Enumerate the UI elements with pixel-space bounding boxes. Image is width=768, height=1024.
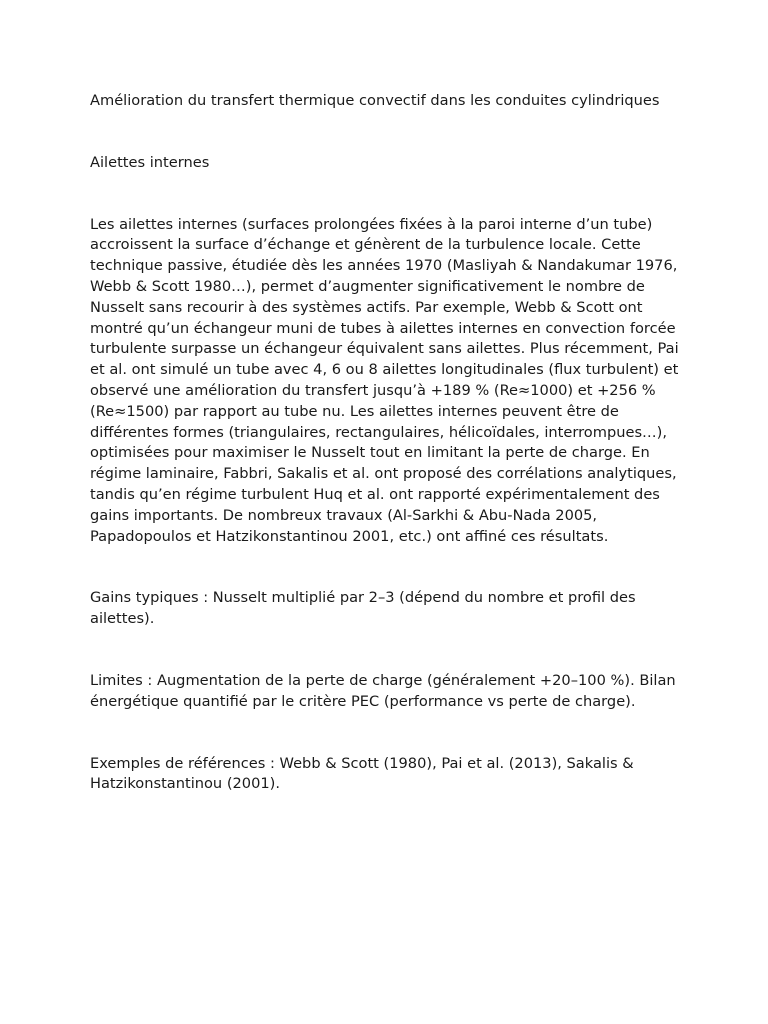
document-title: Amélioration du transfert thermique convectif dans les conduites cylindriques	[90, 92, 660, 109]
references-paragraph: Exemples de références : Webb & Scott (1980), Pai et al. (2013), Sakalis & Hatzikonstantinou (2001).	[90, 754, 634, 793]
limits-paragraph: Limites : Augmentation de la perte de charge (généralement +20–100 %). Bilan énergétique quantifié par le critère PEC (performance vs perte de charge).	[90, 671, 676, 710]
gains-paragraph: Gains typiques : Nusselt multiplié par 2–3 (dépend du nombre et profil des ailettes).	[90, 589, 636, 628]
document-page	[90, 91, 690, 795]
section-heading: Ailettes internes	[90, 153, 210, 171]
body-paragraph: Les ailettes internes (surfaces prolongées fixées à la paroi interne d’un tube) accroissent la surface d’échange et génèrent de la turbulence locale. Cette technique passive, étudiée dès les années 1970 (Masliyah & Nandakumar 1976, Webb & Scott 1980…), permet d’augmenter significativement le nombre de Nusselt sans recourir à des systèmes actifs. Par exemple, Webb & Scott ont montré qu’un échangeur muni de tubes à ailettes internes en convection forcée turbulente surpasse un échangeur équivalent sans ailettes. Plus récemment, Pai et al. ont simulé un tube avec 4, 6 ou 8 ailettes longitudinales (flux turbulent) et observé une amélioration du transfert jusqu’à +189 % (Re≈1000) et +256 % (Re≈1500) par rapport au tube nu. Les ailettes internes peuvent être de différentes formes (triangulaires, rectangulaires, hélicoïdales, interrompues…), optimisées pour maximiser le Nusselt tout en limitant la perte de charge. En régime laminaire, Fabbri, Sakalis et al. ont proposé des corrélations analytiques, tandis qu’en régime turbulent Huq et al. ont rapporté expérimentalement des gains importants. De nombreux travaux (Al-Sarkhi & Abu-Nada 2005, Papadopoulos et Hatzikonstantinou 2001, etc.) ont affiné ces résultats.	[90, 215, 679, 545]
